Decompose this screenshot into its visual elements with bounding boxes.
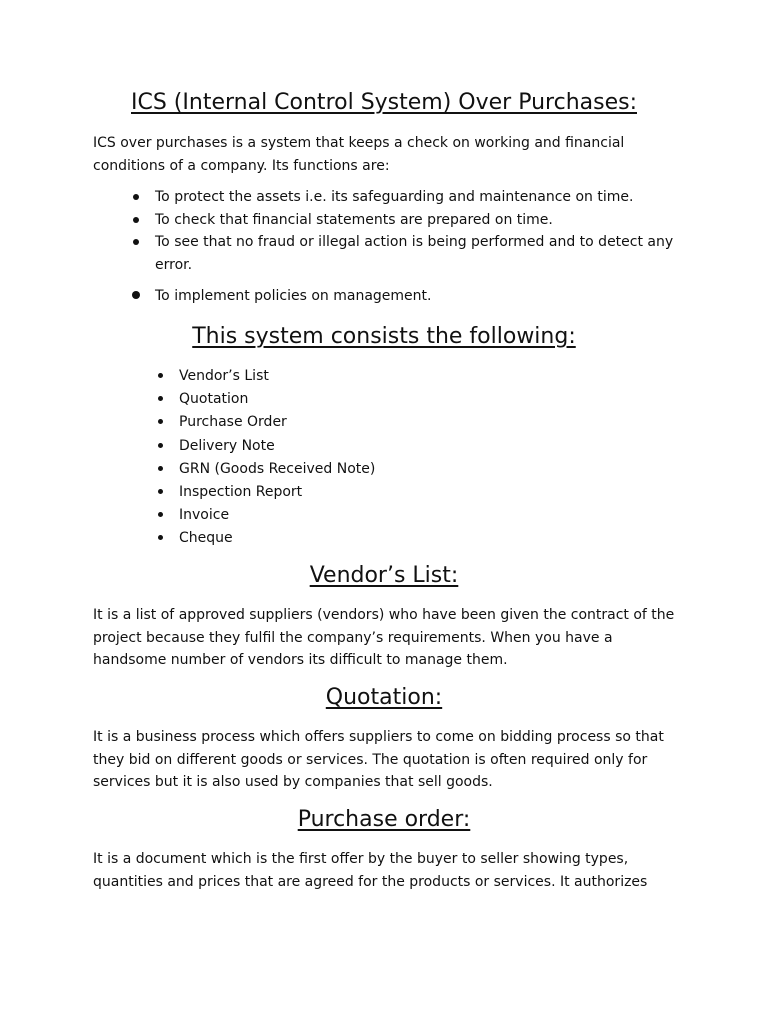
list-item: Purchase Order [179,411,479,434]
list-item: Quotation [179,388,479,411]
list-item: To check that financial statements are prepared on time. [155,209,675,232]
purchase-order-paragraph: It is a document which is the first offer by the buyer to seller showing types, quantities and prices that are agreed for the products or services. It authorizes [93,851,648,890]
list-item: To see that no fraud or illegal action is being performed and to detect any error. [155,231,675,276]
list-item: Vendor’s List [179,365,479,388]
quotation-paragraph: It is a business process which offers suppliers to come on bidding process so that they bid on different goods or services. The quotation is often required only for services but it is also used by companies that sell goods. [93,729,664,790]
list-item: GRN (Goods Received Note) [179,458,479,481]
components-heading: This system consists the following: [192,324,576,349]
list-item: Invoice [179,504,479,527]
functions-list-last [155,285,675,308]
list-item: Delivery Note [179,435,479,458]
list-item: To protect the assets i.e. its safeguarding and maintenance on time. [155,186,675,209]
list-item: To implement policies on management. [155,285,675,308]
vendors-paragraph: It is a list of approved suppliers (vendors) who have been given the contract of the project because they fulfil the company’s requirements. When you have a handsome number of vendors its difficult to manage them. [93,607,675,668]
purchase-order-heading: Purchase order: [297,807,471,832]
quotation-heading: Quotation: [325,685,443,710]
list-item: Cheque [179,527,479,550]
vendors-heading: Vendor’s List: [309,563,459,588]
functions-list [155,186,675,276]
intro-paragraph: ICS over purchases is a system that keeps a check on working and financial conditions of a company. Its functions are: [93,135,625,174]
page-title: ICS (Internal Control System) Over Purchases: [131,90,637,115]
list-item: Inspection Report [179,481,479,504]
components-list [179,365,479,551]
